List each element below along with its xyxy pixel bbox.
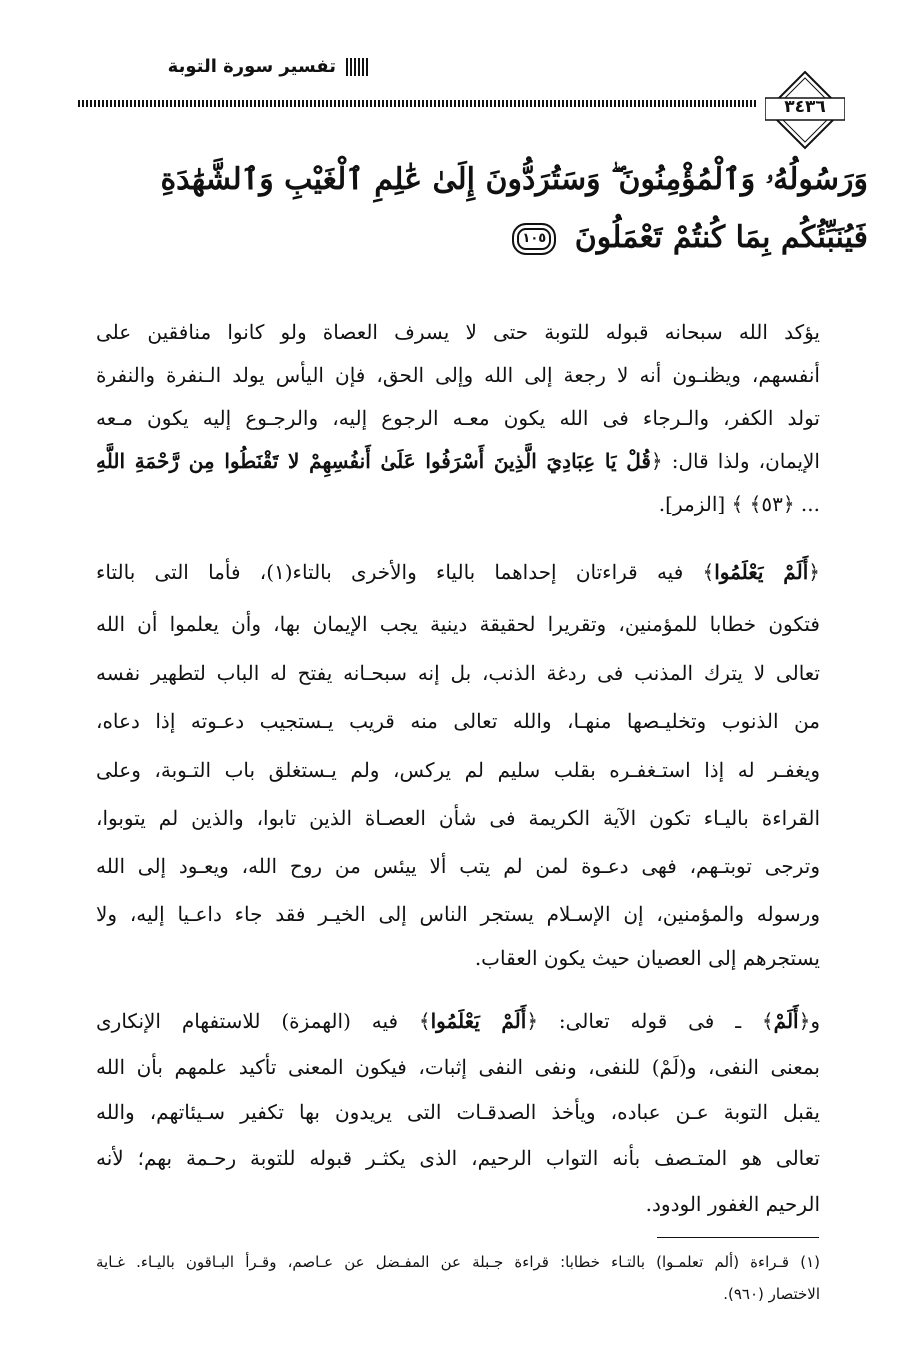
running-title: تفسير سورة التوبة	[167, 56, 336, 77]
body-line	[96, 1003, 820, 1039]
quran-quote: أَلَمْ	[773, 1009, 799, 1033]
footnote-rule	[657, 1237, 819, 1238]
body-line: يؤكد الله سبحانه قبوله للتوبة حتى لا يسرف العصاة ولو كانوا منافقين على	[96, 320, 820, 344]
body-line: الرحيم الغفور الودود.	[645, 1192, 820, 1216]
body-text: و﴿	[798, 1009, 820, 1033]
body-line	[96, 443, 820, 479]
ornament-icon	[346, 58, 368, 76]
quran-quote: أَلَمْ يَعْلَمُوا	[430, 1009, 527, 1033]
body-line: فتكون خطابا للمؤمنين، وتقريرا لحقيقة دينية يجب الإيمان بها، وأن يعلموا أن الله	[96, 612, 820, 636]
body-line: ورسوله والمؤمنين، إن الإسـلام يستجر الناس إلى الخيـر فقد جاء داعـيا إليه، ولا	[96, 902, 820, 926]
body-text: ﴾ ـ فى قوله تعالى: ﴿	[526, 1009, 774, 1033]
body-line: تعالى هو المتـصف بأنه التواب الرحيم، الذى يكثـر قبوله للتوبة رحـمة بهم؛ لأنه	[96, 1146, 820, 1170]
body-line: ويغفـر له إذا استـغفـره بقلب سليم لم يركس، ولم يـستغلق باب التـوبة، وعلى	[96, 758, 820, 782]
body-text: ﴾ فيه (الهمزة) للاستفهام الإنكارى	[96, 1009, 431, 1033]
header-rule	[78, 100, 756, 107]
body-line: وترجى توبتـهم، فهى دعـوة لمن لم يتب ألا ييئس من روح الله، ويعـود إلى الله	[96, 854, 820, 878]
body-line: القراءة باليـاء تكون الآية الكريمة فى شأن العصـاة الذين تابوا، والذين لم يتوبوا،	[96, 806, 820, 830]
quran-quote: قُلْ يَا عِبَادِيَ الَّذِينَ أَسْرَفُوا عَلَىٰ أَنفُسِهِمْ لا تَقْنَطُوا مِن رَّحْمَةِ اللَّهِ	[96, 449, 651, 473]
body-line: بمعنى النفى، و(لَمْ) للنفى، ونفى النفى إثبات، فيكون المعنى تأكيد علمهم بأن الله	[96, 1055, 820, 1079]
footnote-line: الاختصار (٩٦٠).	[723, 1285, 820, 1303]
body-line: تعالى لا يترك المذنب فى ردغة الذنب، بل إنه سبحـانه يفتح له الباب لتطهير نفسه	[96, 661, 820, 685]
body-text: ﴿	[808, 560, 820, 584]
footnote-line: (١) قـراءة (ألم تعلمـوا) بالتـاء خطابا: قراءة جـبلة عن المفـضل عن عـاصم، وقـرأ البـاقون باليـاء. غـاية	[96, 1253, 820, 1271]
body-line: يستجرهم إلى العصيان حيث يكون العقاب.	[474, 946, 820, 970]
verse-line-2	[130, 216, 868, 260]
body-line: من الذنوب وتخليـصها منهـا، والله تعالى منه قريب يـستجيب دعـوته إذا دعاه،	[96, 709, 821, 733]
verse-line-2-text: فَيُنَبِّئُكُم بِمَا كُنتُمْ تَعْمَلُونَ	[574, 220, 868, 255]
running-header	[168, 56, 368, 77]
body-line: تولد الكفر، والـرجاء فى الله يكون معـه الرجوع إليه، والرجـوع إليه يكون مـعه	[96, 406, 820, 430]
body-text: ﴾ فيه قراءتان إحداهما بالياء والأخرى بالتاء(١)، فأما التى بالتاء	[96, 560, 715, 584]
body-line: يقبل التوبة عـن عباده، ويأخذ الصدقـات التى يريدون بها تكفير سـيئاتهم، والله	[96, 1100, 820, 1124]
page-number: ٣٤٣٦	[784, 97, 826, 117]
verse-line-1: وَرَسُولُهُۥ وَٱلْمُؤْمِنُونَ ۖ وَسَتُرَدُّونَ إِلَىٰ عَٰلِمِ ٱلْغَيْبِ وَٱلشَّهَٰدَةِ	[160, 162, 868, 197]
body-line: أنفسهم، ويظنـون أنه لا رجعة إلى الله وإلى الحق، فإن اليأس يولد الـنفرة والنفرة	[96, 363, 820, 387]
body-line	[96, 554, 820, 590]
body-text: الإيمان، ولذا قال: ﴿	[650, 449, 820, 473]
ayah-number-marker: ١٠٥	[512, 223, 556, 255]
body-line: ... ﴿٥٣﴾ ﴾ [الزمر].	[658, 492, 820, 516]
quran-quote: أَلَمْ يَعْلَمُوا	[714, 560, 809, 584]
